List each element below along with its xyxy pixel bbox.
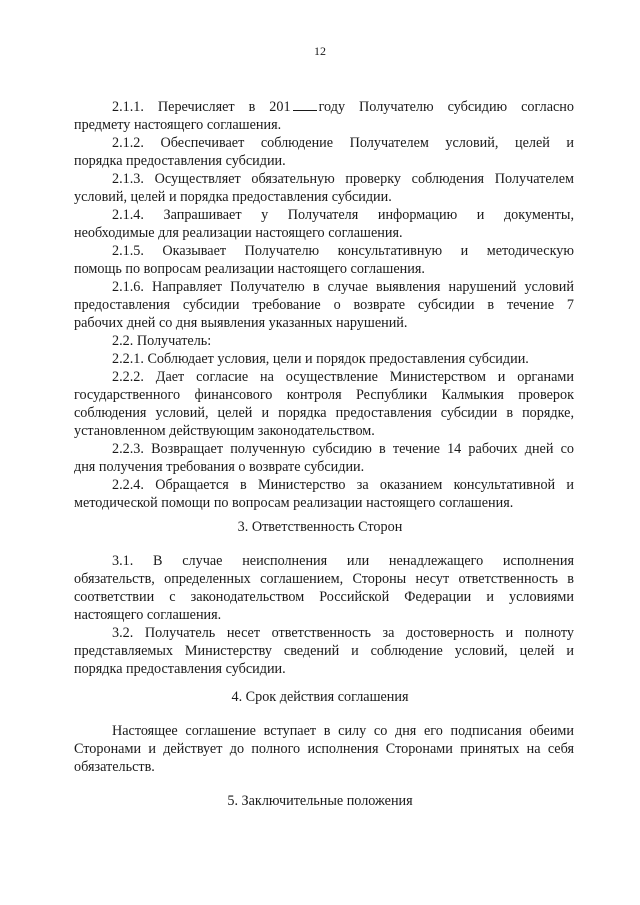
clause-text: году Получателю субсидию согласно <box>318 99 574 115</box>
clause-3-2-line-3: порядка предоставления субсидии. <box>74 661 286 677</box>
clause-2-1-3-line-2: условий, целей и порядка предоставления субсидии. <box>74 189 392 205</box>
clause-2-1-1-line-1 <box>112 98 574 116</box>
clause-2-1-6-line-1: 2.1.6. Направляет Получателю в случае выявления нарушений условий <box>112 279 574 295</box>
clause-2-2-3-line-2: дня получения требования о возврате субсидии. <box>74 459 365 475</box>
clause-2-1-4-line-1: 2.1.4. Запрашивает у Получателя информацию и документы, <box>112 207 574 223</box>
section-3-heading: 3. Ответственность Сторон <box>237 519 403 535</box>
section-5-heading: 5. Заключительные положения <box>227 793 413 809</box>
clause-2-1-5-line-1: 2.1.5. Оказывает Получателю консультативную и методическую <box>112 243 574 259</box>
clause-3-2-line-2: представляемых Министерству сведений и соблюдение условий, целей и <box>74 643 574 659</box>
clause-3-1-line-1: 3.1. В случае неисполнения или ненадлежащего исполнения <box>112 553 574 569</box>
clause-2-1-2-line-2: порядка предоставления субсидии. <box>74 153 286 169</box>
clause-3-2-line-1: 3.2. Получатель несет ответственность за достоверность и полноту <box>112 625 574 641</box>
clause-3-1-line-4: настоящего соглашения. <box>74 607 222 623</box>
section-4-line-1: Настоящее соглашение вступает в силу со дня его подписания обеими <box>112 723 574 739</box>
clause-2-2-4-line-1: 2.2.4. Обращается в Министерство за оказанием консультативной и <box>112 477 574 493</box>
clause-2-2-4-line-2: методической помощи по вопросам реализации настоящего соглашения. <box>74 495 514 511</box>
clause-2-1-6-line-3: рабочих дней со дня выявления указанных нарушений. <box>74 315 408 331</box>
section-4-line-3: обязательств. <box>74 759 155 775</box>
clause-2-2-2-line-1: 2.2.2. Дает согласие на осуществление Министерством и органами <box>112 369 574 385</box>
clause-2-2-2-line-4: установленном действующим законодательством. <box>74 423 375 439</box>
clause-2-2-2-line-3: соблюдения условий, целей и порядка предоставления субсидии в порядке, <box>74 405 574 421</box>
clause-3-1-line-3: соответствии с законодательством Российской Федерации и условиями <box>74 589 574 605</box>
clause-2-2-3-line-1: 2.2.3. Возвращает полученную субсидию в течение 14 рабочих дней со <box>112 441 574 457</box>
clause-2-1-6-line-2: предоставления субсидии требование о возврате субсидии в течение 7 <box>74 297 574 313</box>
section-4-line-2: Сторонами и действует до полного исполнения Сторонами принятых на себя <box>74 741 574 757</box>
section-4-heading: 4. Срок действия соглашения <box>231 689 409 705</box>
clause-2-1-1-line-2: предмету настоящего соглашения. <box>74 117 282 133</box>
clause-2-1-3-line-1: 2.1.3. Осуществляет обязательную проверку соблюдения Получателем <box>112 171 574 187</box>
clause-2-1-2-line-1: 2.1.2. Обеспечивает соблюдение Получателем условий, целей и <box>112 135 574 151</box>
clause-text: 2.1.1. Перечисляет в 201 <box>112 99 291 115</box>
page-number: 12 <box>314 44 326 58</box>
year-blank-field <box>293 98 317 111</box>
clause-2-2-1-line-1: 2.2.1. Соблюдает условия, цели и порядок предоставления субсидии. <box>112 351 529 367</box>
clause-2-1-5-line-2: помощь по вопросам реализации настоящего соглашения. <box>74 261 425 277</box>
clause-2-2-heading: 2.2. Получатель: <box>112 333 212 349</box>
clause-2-2-2-line-2: государственного финансового контроля Республики Калмыкия проверок <box>74 387 574 403</box>
clause-3-1-line-2: обязательств, определенных соглашением, Стороны несут ответственность в <box>74 571 574 587</box>
clause-2-1-4-line-2: необходимые для реализации настоящего соглашения. <box>74 225 403 241</box>
